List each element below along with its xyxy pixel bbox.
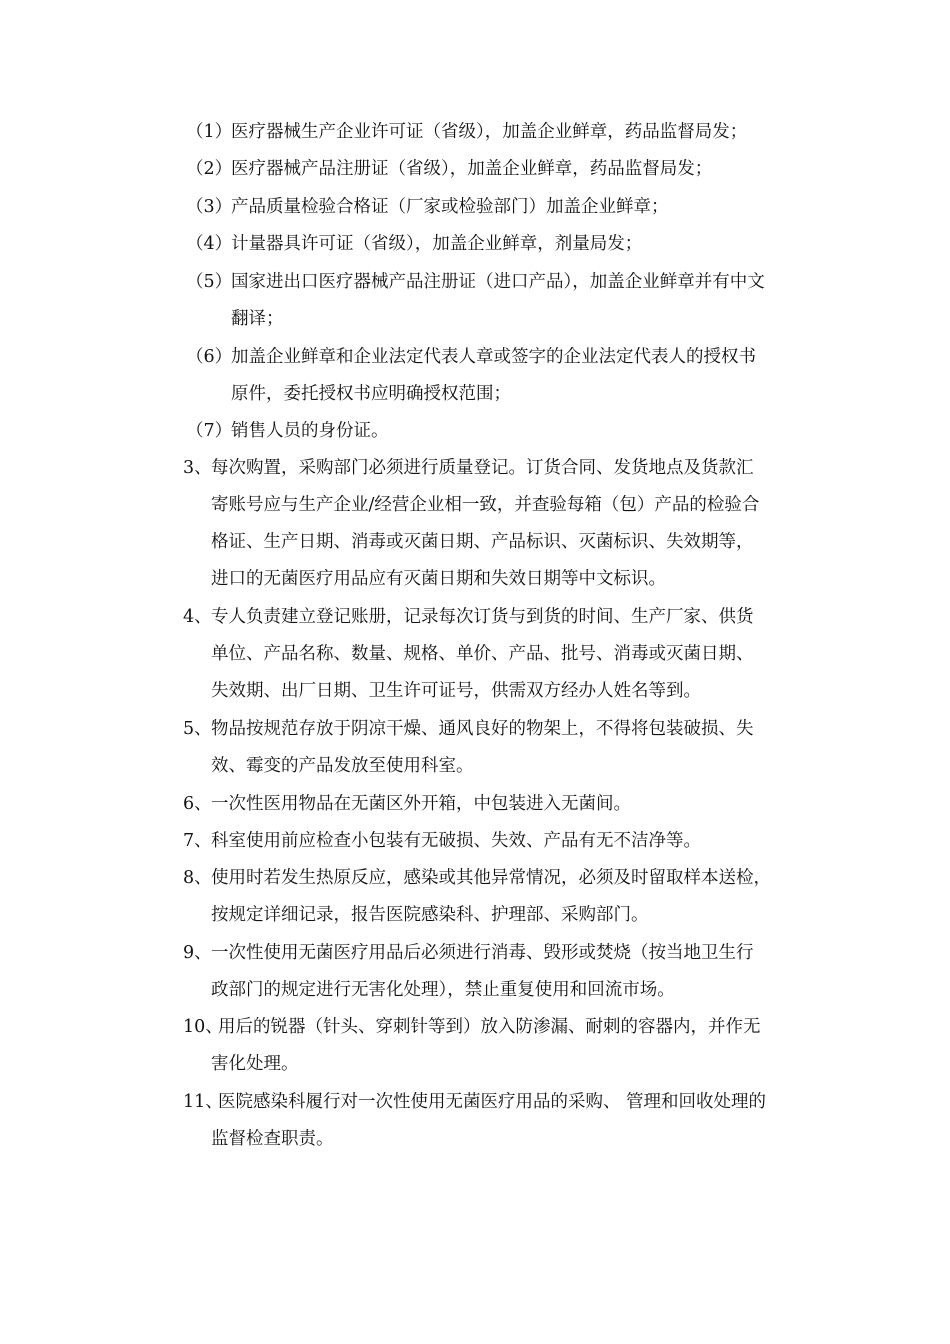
item-number: 10、 [183,1017,223,1037]
item-text-line: 政部门的规定进行无害化处理），禁止重复使用和回流市场。 [211,980,675,1000]
item-text-line: 用后的锐器（针头、穿刺针等到）放入防渗漏、耐刺的容器内，并作无 [218,1017,761,1037]
item-text-line: 专人负责建立登记账册，记录每次订货与到货的时间、生产厂家、供货 [211,607,754,627]
item-number: （1） [186,122,233,142]
item-text-line: 进口的无菌医疗用品应有灭菌日期和失效日期等中文标识。 [211,569,666,589]
item-text-line: 使用时若发生热原反应，感染或其他异常情况，必须及时留取样本送检， [211,868,771,888]
item-text-line: 计量器具许可证（省级），加盖企业鲜章，剂量局发； [231,234,643,254]
item-text-line: 寄账号应与生产企业/经营企业相一致，并查验每箱（包）产品的检验合 [211,495,760,515]
item-text-line: 物品按规范存放于阴凉干燥、通风良好的物架上，不得将包装破损、失 [211,719,754,739]
item-text-line: 医疗器械生产企业许可证（省级），加盖企业鲜章，药品监督局发； [231,122,748,142]
item-number: 11、 [183,1092,223,1112]
item-number: （4） [186,234,233,254]
item-text-line: 翻译； [231,309,284,329]
item-number: 3、 [183,458,212,478]
item-text-line: 科室使用前应检查小包装有无破损、失效、产品有无不洁净等。 [211,831,701,851]
item-number: 7、 [183,831,212,851]
item-number: （6） [186,347,233,367]
item-text-line: 医疗器械产品注册证（省级），加盖企业鲜章，药品监督局发； [231,159,713,179]
item-text-line: 销售人员的身份证。 [231,421,389,441]
item-number: 6、 [183,794,212,814]
item-number: （3） [186,197,233,217]
item-text-line: 失效期、出厂日期、卫生许可证号，供需双方经办人姓名等到。 [211,681,701,701]
item-text-line: 监督检查职责。 [211,1129,334,1149]
item-text-line: 一次性医用物品在无菌区外开箱，中包装进入无菌间。 [211,794,631,814]
item-text-line: 产品质量检验合格证（厂家或检验部门）加盖企业鲜章； [231,197,669,217]
item-text-line: 害化处理。 [211,1054,299,1074]
item-text-line: 单位、产品名称、数量、规格、单价、产品、批号、消毒或灭菌日期、 [211,644,754,664]
item-text-line: 医院感染科履行对一次性使用无菌医疗用品的采购、 管理和回收处理的 [218,1092,767,1112]
item-text-line: 每次购置，采购部门必须进行质量登记。订货合同、发货地点及货款汇 [211,458,754,478]
item-text-line: 国家进出口医疗器械产品注册证（进口产品），加盖企业鲜章并有中文 [231,272,765,292]
item-number: 8、 [183,868,212,888]
item-number: （5） [186,272,233,292]
item-number: （7） [186,421,233,441]
item-text-line: 一次性使用无菌医疗用品后必须进行消毒、毁形或焚烧（按当地卫生行 [211,943,754,963]
item-text-line: 按规定详细记录，报告医院感染科、护理部、采购部门。 [211,905,649,925]
item-text-line: 原件，委托授权书应明确授权范围； [231,384,511,404]
item-number: 5、 [183,719,212,739]
item-number: 4、 [183,607,212,627]
item-number: 9、 [183,943,212,963]
item-number: （2） [186,159,233,179]
item-text-line: 加盖企业鲜章和企业法定代表人章或签字的企业法定代表人的授权书 [231,347,756,367]
item-text-line: 效、霉变的产品发放至使用科室。 [211,756,474,776]
item-text-line: 格证、生产日期、消毒或灭菌日期、产品标识、灭菌标识、失效期等， [211,532,754,552]
